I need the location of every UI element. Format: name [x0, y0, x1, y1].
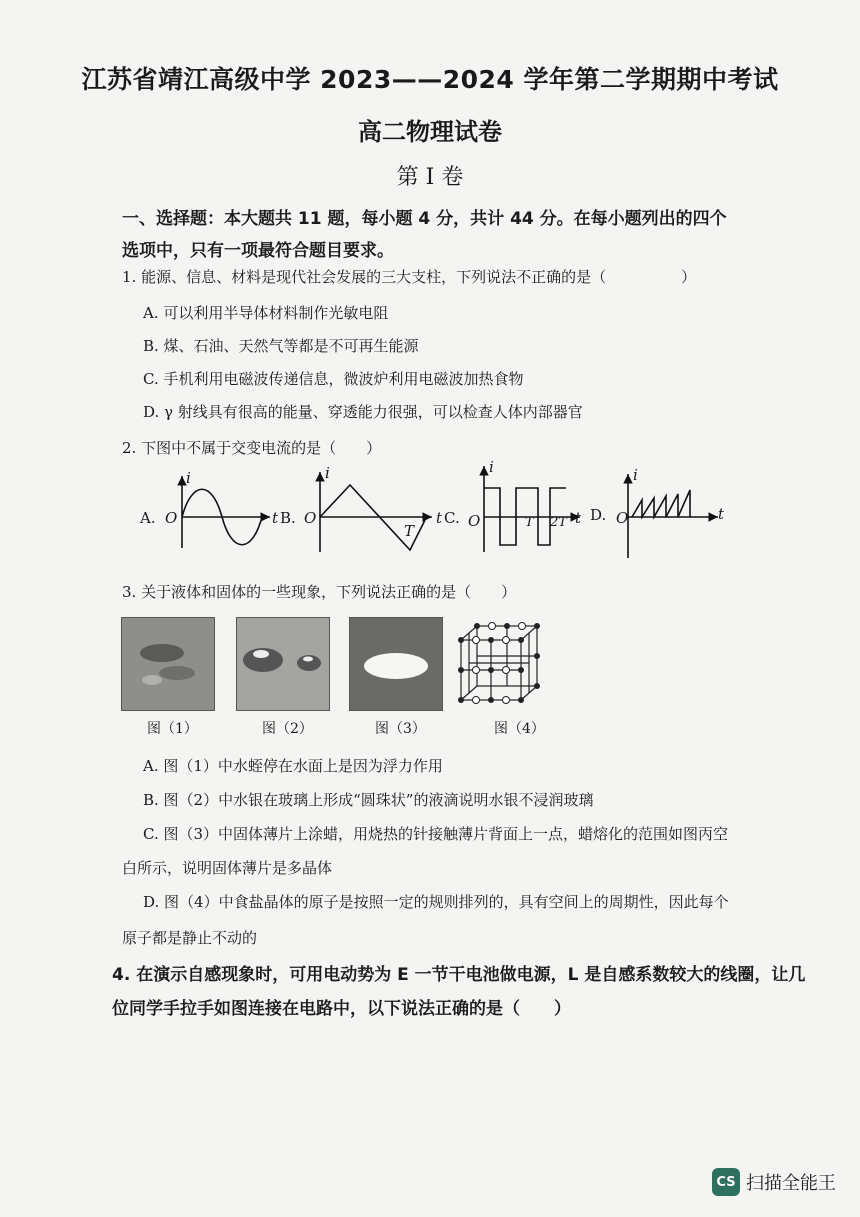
part-label: 第 I 卷	[396, 165, 464, 190]
q3-option-d-continued: 原子都是静止不动的	[122, 929, 258, 947]
q1-option-c: C. 手机利用电磁波传递信息，微波炉利用电磁波加热食物	[143, 370, 524, 388]
graph-d-origin: O	[616, 509, 629, 527]
section-instruction-line2: 选项中，只有一项最符合题目要求。	[122, 241, 394, 261]
figure-2-mercury-drops-photo	[236, 617, 330, 711]
graph-d-xlabel: t	[718, 505, 725, 523]
graph-a-xlabel: t	[272, 509, 279, 527]
camscanner-text: 扫描全能王	[746, 1173, 836, 1194]
graph-b-xlabel: t	[436, 509, 443, 527]
figure-4-caption: 图（4）	[494, 721, 545, 737]
graph-c-period: T	[525, 515, 534, 530]
figure-3-wax-melting-photo	[349, 617, 443, 711]
graph-c-xlabel: t	[575, 509, 582, 527]
question-1-stem: 1. 能源、信息、材料是现代社会发展的三大支柱，下列说法不正确的是（ ）	[122, 268, 697, 286]
graph-a-option-label: A.	[140, 509, 156, 527]
question-4-line1: 4. 在演示自感现象时，可用电动势为 E 一节干电池做电源，L 是自感系数较大的线圈，让几	[112, 965, 806, 985]
figure-1-caption: 图（1）	[147, 721, 198, 737]
q1-option-d: D. γ 射线具有很高的能量、穿透能力很强，可以检查人体内部器官	[143, 403, 583, 421]
q3-option-c: C. 图（3）中固体薄片上涂蜡，用烧热的针接触薄片背面上一点，蜡熔化的范围如图丙空	[143, 825, 729, 843]
question-3-stem: 3. 关于液体和固体的一些现象，下列说法正确的是（ ）	[122, 583, 517, 601]
camscanner-logo-icon: CS	[712, 1168, 740, 1196]
q3-option-a: A. 图（1）中水蛭停在水面上是因为浮力作用	[143, 757, 443, 775]
q1-option-a: A. 可以利用半导体材料制作光敏电阻	[143, 304, 389, 322]
graph-b-ylabel: i	[325, 464, 330, 482]
graph-a-origin: O	[165, 509, 178, 527]
q3-option-d: D. 图（4）中食盐晶体的原子是按照一定的规则排列的，具有空间上的周期性，因此每个	[143, 893, 729, 911]
q1-option-b: B. 煤、石油、天然气等都是不可再生能源	[143, 337, 419, 355]
graph-d-option-label: D.	[590, 506, 607, 524]
exam-subtitle: 高二物理试卷	[358, 118, 502, 146]
q3-option-c-continued: 白所示，说明固体薄片是多晶体	[122, 859, 333, 877]
graph-c-origin: O	[468, 512, 481, 530]
graph-b-period: T	[404, 522, 415, 540]
graph-c-period2: 2T	[550, 515, 567, 530]
graph-b-origin: O	[304, 509, 317, 527]
graph-a-ylabel: i	[186, 469, 191, 487]
figure-4-salt-crystal-lattice	[455, 622, 545, 716]
camscanner-watermark	[712, 1168, 836, 1196]
graph-c-ylabel: i	[489, 458, 494, 476]
question-2-stem: 2. 下图中不属于交变电流的是（ ）	[122, 439, 382, 457]
figure-2-caption: 图（2）	[262, 721, 313, 737]
graph-d-ylabel: i	[633, 466, 638, 484]
graph-b-option-label: B.	[280, 509, 296, 527]
q3-option-b: B. 图（2）中水银在玻璃上形成“圆珠状”的液滴说明水银不浸润玻璃	[143, 791, 594, 809]
figure-3-caption: 图（3）	[375, 721, 426, 737]
section-instruction-line1: 一、选择题：本大题共 11 题，每小题 4 分，共计 44 分。在每小题列出的四个	[122, 209, 727, 229]
graph-c-option-label: C.	[444, 509, 460, 527]
question-4-line2: 位同学手拉手如图连接在电路中，以下说法正确的是（ ）	[112, 999, 571, 1019]
figure-1-water-strider-photo	[121, 617, 215, 711]
exam-title: 江苏省靖江高级中学 2023——2024 学年第二学期期中考试	[81, 65, 779, 94]
